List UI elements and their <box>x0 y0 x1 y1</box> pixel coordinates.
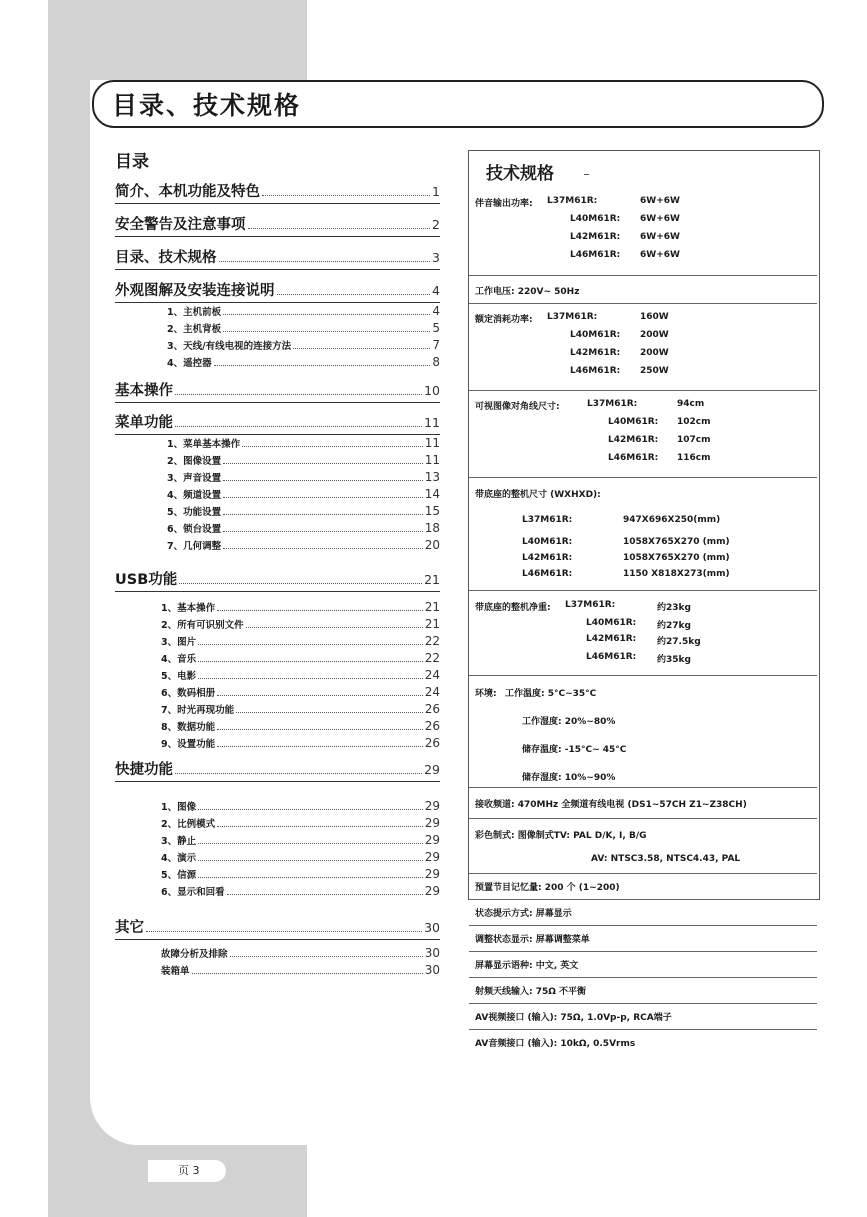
page-number-tab <box>148 1160 226 1182</box>
toc-subentry[interactable]: 7、几何调整 20 <box>167 538 440 552</box>
toc-subentry[interactable]: 6、数码相册 24 <box>161 685 440 699</box>
divider <box>469 977 817 978</box>
toc-subentry[interactable]: 1、基本操作 21 <box>161 600 440 614</box>
spec-heading: 技术规格 <box>486 159 558 184</box>
toc-subentry[interactable]: 故障分析及排除 30 <box>161 946 440 960</box>
divider <box>469 818 817 819</box>
toc-entry[interactable]: 快捷功能 29 <box>115 758 440 782</box>
toc-subentry[interactable]: 1、图像 29 <box>161 799 440 813</box>
toc-subentry[interactable]: 6、锁台设置 18 <box>167 521 440 535</box>
toc-entry[interactable]: 菜单功能 11 <box>115 411 440 435</box>
toc-subentry[interactable]: 1、菜单基本操作 11 <box>167 436 440 450</box>
toc-subentry[interactable]: 4、演示 29 <box>161 850 440 864</box>
toc-subentry[interactable]: 2、所有可识别文件 21 <box>161 617 440 631</box>
divider <box>469 925 817 926</box>
toc-entry[interactable]: 目录、技术规格 3 <box>115 246 440 270</box>
toc-subentry[interactable]: 3、图片 22 <box>161 634 440 648</box>
divider <box>469 951 817 952</box>
toc-subentry[interactable]: 7、时光再现功能 26 <box>161 702 440 716</box>
toc-entry[interactable]: 外观图解及安装连接说明 4 <box>115 279 440 303</box>
divider <box>469 873 817 874</box>
toc-entry[interactable]: 简介、本机功能及特色 1 <box>115 180 440 204</box>
spec-heading-rule <box>584 174 589 175</box>
divider <box>469 275 817 276</box>
toc-subentry[interactable]: 5、功能设置 15 <box>167 504 440 518</box>
toc-subentry[interactable]: 3、声音设置 13 <box>167 470 440 484</box>
toc-entry[interactable]: USB功能 21 <box>115 568 440 592</box>
page-number: 页 3 <box>178 1164 200 1177</box>
toc-entry[interactable]: 安全警告及注意事项 2 <box>115 213 440 237</box>
toc-subentry[interactable]: 2、主机背板 5 <box>167 321 440 335</box>
divider <box>469 675 817 676</box>
toc-subentry[interactable]: 5、信源 29 <box>161 867 440 881</box>
toc-subentry[interactable]: 2、图像设置 11 <box>167 453 440 467</box>
toc-entry[interactable]: 基本操作 10 <box>115 379 440 403</box>
toc-heading: 目录 <box>115 152 149 172</box>
divider <box>469 477 817 478</box>
toc-subentry[interactable]: 4、音乐 22 <box>161 651 440 665</box>
toc-entry[interactable]: 其它 30 <box>115 916 440 940</box>
toc-subentry[interactable]: 装箱单 30 <box>161 963 440 977</box>
toc-subentry[interactable]: 4、频道设置 14 <box>167 487 440 501</box>
divider <box>469 1003 817 1004</box>
toc-subentry[interactable]: 8、数据功能 26 <box>161 719 440 733</box>
divider <box>469 303 817 304</box>
divider <box>469 590 817 591</box>
table-of-contents <box>115 176 440 979</box>
toc-subentry[interactable]: 3、天线/有线电视的连接方法 7 <box>167 338 440 352</box>
divider <box>469 390 817 391</box>
divider <box>469 899 817 900</box>
page-title: 目录、技术规格 <box>112 91 302 120</box>
toc-subentry[interactable]: 5、电影 24 <box>161 668 440 682</box>
toc-subentry[interactable]: 1、主机前板 4 <box>167 304 440 318</box>
toc-subentry[interactable]: 4、遥控器 8 <box>167 355 440 369</box>
toc-subentry[interactable]: 3、静止 29 <box>161 833 440 847</box>
divider <box>469 1029 817 1030</box>
toc-subentry[interactable]: 2、比例模式 29 <box>161 816 440 830</box>
toc-subentry[interactable]: 9、设置功能 26 <box>161 736 440 750</box>
toc-subentry[interactable]: 6、显示和回看 29 <box>161 884 440 898</box>
divider <box>469 787 817 788</box>
